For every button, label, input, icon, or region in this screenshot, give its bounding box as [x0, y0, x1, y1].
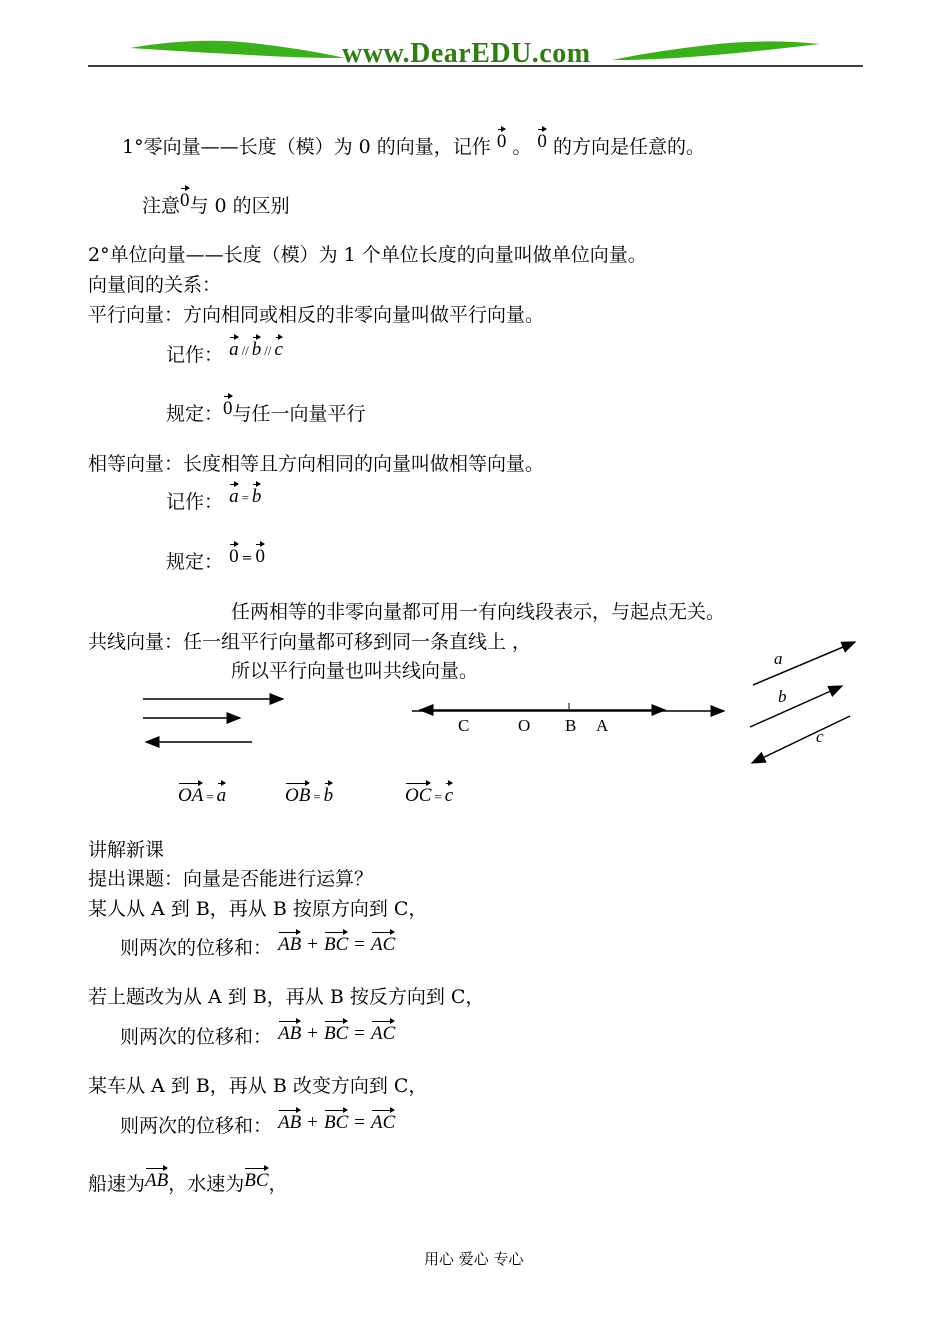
vector-AB: AB [278, 1023, 302, 1044]
displacement-label: 则两次的位移和： [120, 937, 273, 959]
question-line: 提出课题：向量是否能进行运算？ [88, 868, 374, 890]
zero-vector-symbol: 0 [180, 190, 190, 211]
new-lesson-heading: 讲解新课 [88, 839, 165, 861]
boat-speed-label: 船速为 [88, 1173, 146, 1195]
point-label-A: A [596, 716, 609, 735]
vector-label-a: a [774, 649, 783, 668]
zero-vector-symbol: 0 [223, 398, 233, 419]
equal-formula [229, 486, 261, 507]
point-label-B: B [565, 716, 577, 735]
displacement-label: 则两次的位移和： [120, 1026, 273, 1048]
plus-symbol: + [307, 1112, 318, 1133]
equals-symbol: = [313, 789, 321, 804]
displacement3-line [120, 1112, 396, 1138]
case1-line: 某人从 A 到 B，再从 B 按原方向到 C， [88, 898, 428, 920]
vector-AC: AC [371, 1112, 396, 1133]
equals-symbol: = [354, 934, 365, 955]
formula-OA-a [178, 785, 226, 808]
rule-label: 规定： [166, 551, 224, 573]
point-label-O: O [518, 716, 531, 735]
vector-AB: AB [278, 1112, 302, 1133]
equal-definition: 相等向量：长度相等且方向相同的向量叫做相等向量。 [88, 453, 545, 475]
zero-vector-symbol: 0 [537, 131, 547, 152]
vector-b: b [251, 339, 262, 360]
displacement-label: 则两次的位移和： [120, 1115, 273, 1137]
equals-symbol: = [354, 1112, 365, 1133]
zero-equal-formula [229, 545, 265, 567]
note-label: 注意 [142, 195, 181, 217]
vector-b: b [251, 486, 262, 507]
slanted-vector-a [753, 642, 855, 685]
case2-line: 若上题改为从 A 到 B，再从 B 按反方向到 C， [88, 986, 485, 1008]
formula-OB-b [285, 785, 333, 808]
period: 。 [512, 136, 532, 158]
vector-OA: OA [178, 785, 204, 806]
right-leaf-swoosh [612, 41, 820, 60]
collinear-definition: 共线向量：任一组平行向量都可移到同一条直线上 ， [88, 631, 532, 653]
vector-figures [0, 630, 950, 770]
water-speed-label: ，水速为 [168, 1173, 245, 1195]
equals-symbol: = [354, 1023, 365, 1044]
zero-vector-symbol: 0 [229, 546, 239, 567]
zero-vector-symbol: 0 [496, 131, 507, 152]
equals-symbol: = [434, 789, 442, 804]
sum-formula-1 [278, 934, 395, 955]
unit-vector-line: 2°单位向量——长度（模）为 1 个单位长度的向量叫做单位向量。 [88, 244, 647, 266]
vector-a: a [229, 486, 239, 507]
equals-symbol: = [206, 789, 214, 804]
vector-b: b [323, 785, 334, 806]
page-footer: 用心 爱心 专心 [424, 1250, 524, 1268]
any-two-text: 任两相等的非零向量都可用一有向线段表示，与起点无关。 [231, 601, 726, 623]
equals-symbol: = [241, 551, 253, 566]
slanted-vector-b [750, 686, 842, 727]
displacement1-line [120, 934, 396, 960]
displacement2-line [120, 1023, 396, 1049]
case3-line: 某车从 A 到 B，再从 B 改变方向到 C， [88, 1075, 428, 1097]
vector-OC: OC [405, 785, 432, 806]
sum-formula-3 [278, 1112, 395, 1133]
rule-parallel [166, 398, 366, 426]
point-label-C: C [458, 716, 470, 735]
vector-a: a [216, 785, 227, 806]
vector-c: c [444, 785, 454, 806]
vector-BC: BC [244, 1170, 269, 1191]
slanted-vector-c [752, 716, 850, 763]
zero-direction-text: 的方向是任意的。 [552, 136, 705, 158]
notation-label: 记作： [166, 491, 224, 513]
plus-symbol: + [307, 1023, 318, 1044]
vector-BC: BC [324, 1112, 349, 1133]
zero-vector-symbol: 0 [255, 546, 265, 567]
zero-vector-text: 1°零向量——长度（模）为 0 的向量，记作 [122, 136, 491, 158]
vector-AB: AB [278, 934, 302, 955]
parallel-formula [229, 339, 283, 360]
plus-symbol: + [307, 934, 318, 955]
rule-label: 规定： [166, 403, 224, 425]
vector-OB: OB [285, 785, 311, 806]
parallel-symbol: // [241, 343, 249, 358]
vector-a: a [229, 339, 239, 360]
formula-OC-c [405, 785, 453, 808]
comma: ， [268, 1173, 288, 1195]
rule-equal [166, 546, 265, 576]
vector-label-c: c [816, 727, 824, 746]
vector-AC: AC [371, 1023, 396, 1044]
zero-vector-line [122, 131, 705, 159]
parallel-symbol: // [264, 343, 272, 358]
notation-parallel [166, 339, 283, 368]
vector-BC: BC [324, 1023, 349, 1044]
collinear-also-text: 所以平行向量也叫共线向量。 [231, 660, 479, 682]
note-line [142, 190, 290, 218]
rule-text: 与任一向量平行 [232, 403, 366, 425]
vector-BC: BC [324, 934, 349, 955]
parallel-definition: 平行向量：方向相同或相反的非零向量叫做平行向量。 [88, 304, 545, 326]
note-text: 与 0 的区别 [189, 195, 290, 217]
vector-label-b: b [778, 687, 787, 706]
sum-formula-2 [278, 1023, 395, 1044]
boat-line [88, 1170, 288, 1196]
notation-label: 记作： [166, 344, 224, 366]
equals-symbol: = [241, 490, 249, 505]
vector-AC: AC [371, 934, 396, 955]
left-leaf-swoosh [130, 41, 345, 58]
notation-equal [166, 486, 262, 515]
site-logo-text[interactable]: www.DearEDU.com [342, 38, 591, 69]
relation-heading: 向量间的关系： [88, 274, 222, 296]
vector-c: c [274, 339, 283, 360]
vector-AB: AB [145, 1170, 169, 1191]
